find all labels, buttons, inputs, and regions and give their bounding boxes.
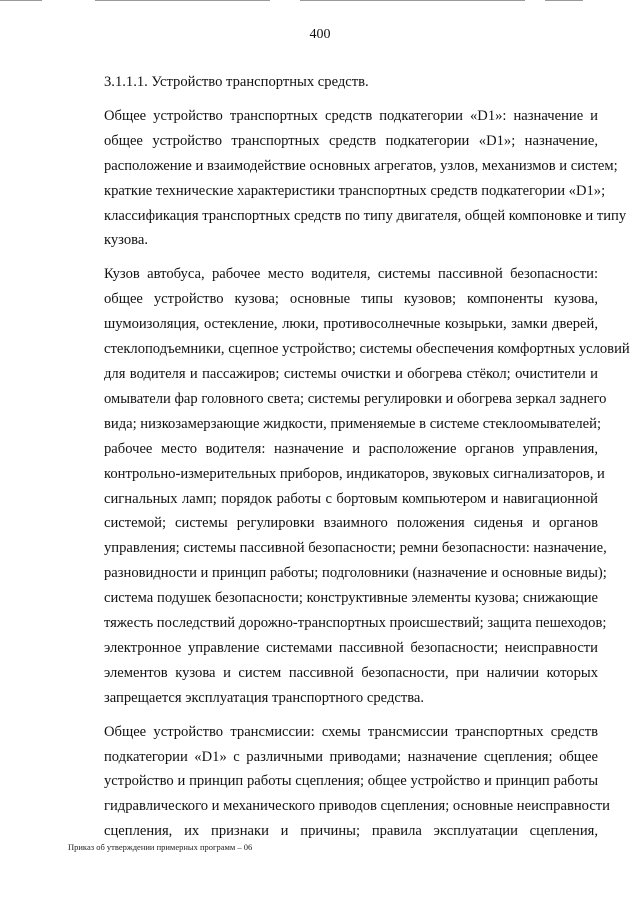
text-line: классификация транспортных средств по типу двигателя, общей компоновке и типу [104, 207, 627, 224]
spacer [68, 711, 598, 720]
text-line: краткие технические характеристики транспортных средств подкатегории «D1»; [104, 182, 606, 199]
spacer [68, 95, 598, 104]
text-line: общее устройство транспортных средств подкатегории «D1»; назначение, [104, 132, 598, 149]
text-line: устройство и принцип работы сцепления; общее устройство и принцип работы [104, 773, 598, 790]
text-line: управления; системы пассивной безопасности; ремни безопасности: назначение, [104, 540, 607, 557]
text-line: рабочее место водителя: назначение и расположение органов управления, [104, 440, 598, 457]
text-line: кузова. [104, 232, 148, 249]
text-line: общее устройство кузова; основные типы кузовов; компоненты кузова, [104, 291, 598, 308]
text-line: Кузов автобуса, рабочее место водителя, системы пассивной безопасности: [104, 266, 598, 283]
text-line: сигнальных ламп; порядок работы с бортовым компьютером и навигационной [104, 490, 598, 507]
text-line: Общее устройство транспортных средств подкатегории «D1»: назначение и [104, 107, 598, 124]
text-line: системой; системы регулировки взаимного положения сиденья и органов [104, 515, 598, 532]
text-line: гидравлического и механического приводов сцепления; основные неисправности [104, 798, 610, 815]
text-line: разновидности и принцип работы; подголовники (назначение и основные виды); [104, 565, 607, 582]
section-heading: 3.1.1.1. Устройство транспортных средств. [104, 74, 369, 90]
text-line: запрещается эксплуатация транспортного средства. [104, 689, 425, 706]
text-line: система подушек безопасности; конструктивные элементы кузова; снижающие [104, 590, 598, 607]
spacer [68, 253, 598, 262]
text-line: подкатегории «D1» с различными приводами; назначение сцепления; общее [104, 748, 598, 765]
text-line: для водителя и пассажиров; системы очистки и обогрева стёкол; очистители и [104, 365, 598, 382]
scan-top-edge [0, 0, 640, 2]
paragraph-general-structure [68, 104, 627, 253]
text-line: контрольно-измерительных приборов, индикаторов, звуковых сигнализаторов, и [104, 465, 605, 482]
text-line: Общее устройство трансмиссии: схемы трансмиссии транспортных средств [104, 723, 598, 740]
document-body [68, 70, 630, 844]
text-line: сцепления, их признаки и причины; правила эксплуатации сцепления, [104, 823, 598, 840]
page-number: 400 [309, 27, 331, 42]
paragraph-bus-body [68, 262, 630, 710]
text-line: расположение и взаимодействие основных агрегатов, узлов, механизмов и систем; [104, 157, 618, 174]
text-line: вида; низкозамерзающие жидкости, применяемые в системе стеклоомывателей; [104, 415, 602, 432]
text-line: стеклоподъемники, сцепное устройство; системы обеспечения комфортных условий [104, 341, 630, 358]
text-line: электронное управление системами пассивной безопасности; неисправности [104, 639, 598, 656]
paragraph-transmission [68, 720, 610, 845]
text-line: элементов кузова и систем пассивной безопасности, при наличии которых [104, 664, 598, 681]
text-line: омыватели фар головного света; системы регулировки и обогрева зеркал заднего [104, 390, 607, 407]
page-footer: Приказ об утверждении примерных программ – 06 [68, 842, 253, 852]
text-line: шумоизоляция, остекление, люки, противосолнечные козырьки, замки дверей, [104, 316, 598, 333]
text-line: тяжесть последствий дорожно-транспортных происшествий; защита пешеходов; [104, 615, 607, 632]
